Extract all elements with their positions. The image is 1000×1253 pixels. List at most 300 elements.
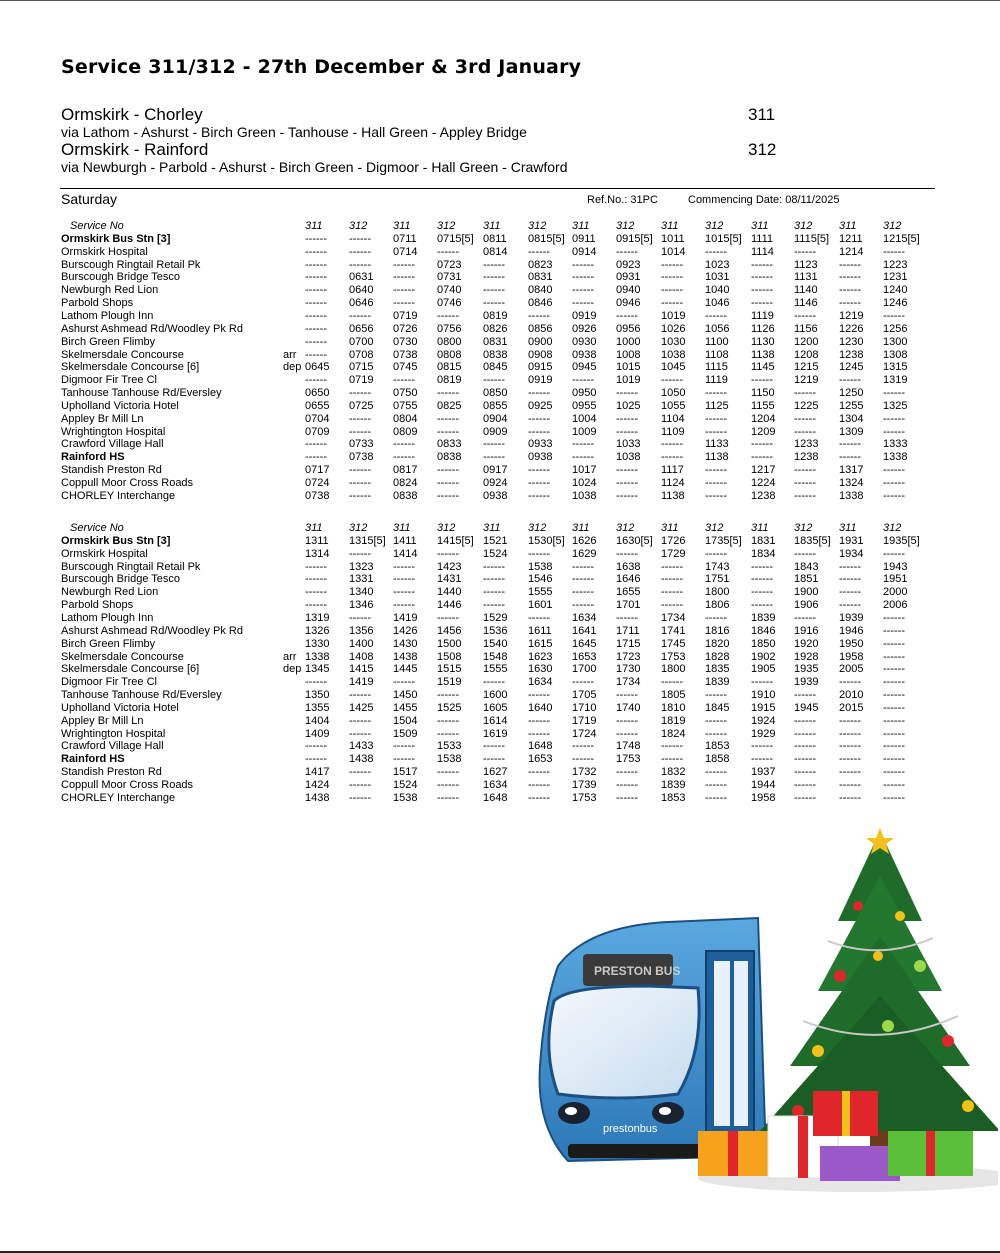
departure-time-cell: ------	[751, 297, 773, 309]
departure-time-cell: ------	[305, 573, 327, 585]
departure-time-cell: 1115[5]	[794, 233, 830, 245]
service-number-cell: 312	[794, 522, 813, 534]
departure-time-cell: 1839	[751, 612, 776, 624]
departure-time-cell: 1902	[751, 651, 776, 663]
departure-time-cell: 1411	[393, 535, 417, 547]
departure-time-cell: ------	[393, 297, 415, 309]
departure-time-cell: ------	[705, 246, 727, 258]
departure-time-cell: 1645	[572, 638, 597, 650]
departure-time-cell: 1433	[349, 740, 374, 752]
departure-time-cell: 0745	[393, 361, 418, 373]
departure-time-cell: ------	[839, 728, 861, 740]
departure-time-cell: 0930	[572, 336, 597, 348]
departure-time-cell: ------	[839, 792, 861, 804]
departure-time-cell: ------	[883, 477, 905, 489]
departure-time-cell: ------	[305, 284, 327, 296]
departure-time-cell: ------	[349, 259, 371, 271]
departure-time-cell: 1308	[883, 349, 908, 361]
departure-time-cell: ------	[572, 451, 594, 463]
departure-time-cell: 0838	[393, 490, 418, 502]
departure-time-cell: ------	[616, 612, 638, 624]
departure-time-cell: ------	[839, 573, 861, 585]
departure-time-cell: 1045	[661, 361, 686, 373]
departure-time-cell: ------	[883, 548, 905, 560]
departure-time-cell: ------	[305, 233, 327, 245]
departure-time-cell: 1017	[572, 464, 597, 476]
departure-time-cell: ------	[437, 387, 459, 399]
service-number-cell: 312	[528, 522, 547, 534]
departure-time-cell: ------	[349, 413, 371, 425]
departure-time-cell: 0811	[483, 233, 507, 245]
departure-time-cell: ------	[794, 413, 816, 425]
departure-time-cell: 1615	[528, 638, 553, 650]
departure-time-cell: 1204	[751, 413, 776, 425]
departure-time-cell: 0650	[305, 387, 330, 399]
departure-time-cell: 1319	[883, 374, 908, 386]
departure-time-cell: ------	[349, 246, 371, 258]
departure-time-cell: 0850	[483, 387, 508, 399]
departure-time-cell: ------	[751, 561, 773, 573]
departure-time-cell: ------	[483, 561, 505, 573]
service-number-cell: 312	[349, 220, 368, 232]
departure-time-cell: 0726	[393, 323, 418, 335]
departure-time-cell: 1951	[883, 573, 908, 585]
departure-time-cell: 0717	[305, 464, 330, 476]
timetable-row	[0, 599, 1000, 612]
departure-time-cell: 1508	[437, 651, 462, 663]
service-number-cell: 311	[751, 522, 769, 534]
departure-time-cell: 1806	[705, 599, 730, 611]
departure-time-cell: 1040	[705, 284, 730, 296]
departure-time-cell: 0738	[393, 349, 418, 361]
timetable-row	[0, 490, 1000, 503]
departure-time-cell: ------	[661, 271, 683, 283]
departure-time-cell: ------	[839, 374, 861, 386]
timetable-row	[0, 535, 1000, 548]
departure-time-cell: 1900	[794, 586, 819, 598]
departure-time-cell: ------	[437, 413, 459, 425]
departure-time-cell: 1935	[794, 663, 819, 675]
departure-time-cell: 0956	[616, 323, 641, 335]
departure-time-cell: 1424	[305, 779, 330, 791]
departure-time-cell: ------	[751, 271, 773, 283]
departure-time-cell: ------	[794, 490, 816, 502]
departure-time-cell: 0808	[437, 349, 462, 361]
stop-name: Wrightington Hospital	[61, 426, 166, 438]
service-number-cell: 312	[528, 220, 547, 232]
departure-time-cell: ------	[839, 271, 861, 283]
departure-time-cell: 1330	[305, 638, 330, 650]
stop-name: Skelmersdale Concourse [6]	[61, 663, 200, 675]
departure-time-cell: ------	[393, 374, 415, 386]
departure-time-cell: ------	[883, 779, 905, 791]
departure-time-cell: ------	[839, 676, 861, 688]
departure-time-cell: 1409	[305, 728, 330, 740]
departure-time-cell: ------	[661, 599, 683, 611]
departure-time-cell: 1519	[437, 676, 462, 688]
departure-time-cell: 1023	[705, 259, 730, 271]
departure-time-cell: 0740	[437, 284, 462, 296]
timetable-row	[0, 246, 1000, 259]
departure-time-cell: ------	[437, 477, 459, 489]
departure-time-cell: ------	[305, 451, 327, 463]
departure-time-cell: 1548	[483, 651, 508, 663]
departure-time-cell: ------	[883, 676, 905, 688]
departure-time-cell: 1015	[616, 361, 641, 373]
departure-time-cell: ------	[794, 740, 816, 752]
departure-time-cell: ------	[305, 586, 327, 598]
timetable-row	[0, 374, 1000, 387]
departure-time-cell: ------	[483, 259, 505, 271]
departure-time-cell: 1753	[616, 753, 641, 765]
departure-time-cell: ------	[839, 259, 861, 271]
departure-time-cell: ------	[705, 548, 727, 560]
departure-time-cell: 1800	[705, 586, 730, 598]
departure-time-cell: 1138	[751, 349, 775, 361]
stop-name: CHORLEY Interchange	[61, 792, 176, 804]
departure-time-cell: 1014	[661, 246, 686, 258]
timetable-row	[0, 297, 1000, 310]
departure-time-cell: 0733	[349, 438, 374, 450]
departure-time-cell: 1026	[661, 323, 686, 335]
departure-time-cell: ------	[751, 586, 773, 598]
departure-time-cell: 1500	[437, 638, 462, 650]
departure-time-cell: 1509	[393, 728, 418, 740]
departure-time-cell: 1446	[437, 599, 462, 611]
departure-time-cell: 0911	[572, 233, 596, 245]
departure-time-cell: ------	[883, 413, 905, 425]
service-number-cell: 311	[483, 522, 501, 534]
departure-time-cell: 1740	[616, 702, 641, 714]
departure-time-cell: 1223	[883, 259, 908, 271]
departure-time-cell: 1934	[839, 548, 864, 560]
timetable-row	[0, 753, 1000, 766]
departure-time-cell: ------	[437, 766, 459, 778]
departure-time-cell: ------	[349, 387, 371, 399]
service-number-cell: 311	[393, 522, 411, 534]
departure-time-cell: 1538	[437, 753, 462, 765]
departure-time-cell: 1319	[305, 612, 330, 624]
departure-time-cell: ------	[616, 779, 638, 791]
departure-time-cell: ------	[349, 426, 371, 438]
timetable-row	[0, 400, 1000, 413]
departure-time-cell: 1605	[483, 702, 508, 714]
departure-time-cell: 1655	[616, 586, 641, 598]
departure-time-cell: 1831	[751, 535, 776, 547]
departure-time-cell: 1851	[794, 573, 819, 585]
departure-time-cell: 1130	[751, 336, 775, 348]
departure-time-cell: 1939	[839, 612, 864, 624]
departure-time-cell: 1025	[616, 400, 641, 412]
service-number-cell: 311	[839, 522, 857, 534]
departure-time-cell: 1929	[751, 728, 776, 740]
bus-logo-text: prestonbus	[603, 1123, 658, 1135]
departure-time-cell: 1958	[751, 792, 776, 804]
departure-time-cell: 1333	[883, 438, 908, 450]
departure-time-cell: 1123	[794, 259, 818, 271]
departure-time-cell: 0640	[349, 284, 374, 296]
departure-time-cell: 1008	[616, 349, 641, 361]
departure-time-cell: ------	[528, 612, 550, 624]
departure-time-cell: ------	[839, 715, 861, 727]
departure-time-cell: 1937	[751, 766, 776, 778]
departure-time-cell: ------	[483, 438, 505, 450]
departure-time-cell: ------	[305, 310, 327, 322]
service-no-label: Service No	[70, 522, 124, 534]
departure-time-cell: 0817	[393, 464, 418, 476]
departure-time-cell: 1245	[839, 361, 864, 373]
departure-time-cell: ------	[705, 715, 727, 727]
service-number-cell: 311	[839, 220, 857, 232]
departure-time-cell: 1356	[349, 625, 374, 637]
departure-time-cell: ------	[437, 548, 459, 560]
departure-time-cell: 0700	[349, 336, 374, 348]
departure-time-cell: ------	[305, 297, 327, 309]
departure-time-cell: 1425	[349, 702, 374, 714]
service-number-cell: 312	[705, 220, 724, 232]
departure-time-cell: ------	[528, 689, 550, 701]
departure-time-cell: ------	[883, 387, 905, 399]
stop-name: Ormskirk Bus Stn [3]	[61, 535, 171, 547]
departure-time-cell: 1715	[616, 638, 641, 650]
service-number-cell: 311	[572, 522, 590, 534]
departure-time-cell: 0840	[528, 284, 553, 296]
departure-time-cell: ------	[794, 766, 816, 778]
departure-time-cell: 1355	[305, 702, 330, 714]
departure-time-cell: 0924	[483, 477, 508, 489]
departure-time-cell: ------	[839, 451, 861, 463]
timetable-row	[0, 271, 1000, 284]
service-number-cell: 311	[305, 220, 323, 232]
departure-time-cell: 0815	[437, 361, 462, 373]
stop-name: CHORLEY Interchange	[61, 490, 176, 502]
stop-name: Burscough Ringtail Retail Pk	[61, 561, 201, 573]
departure-time-cell: ------	[661, 586, 683, 598]
departure-time-cell: 1824	[661, 728, 686, 740]
departure-time-cell: ------	[393, 451, 415, 463]
arr-dep-marker: dep	[283, 361, 302, 373]
departure-time-cell: 1131	[794, 271, 818, 283]
departure-time-cell: ------	[794, 753, 816, 765]
departure-time-cell: 1753	[572, 792, 597, 804]
timetable-row	[0, 310, 1000, 323]
departure-time-cell: 2006	[883, 599, 908, 611]
departure-time-cell: ------	[883, 663, 905, 675]
departure-time-cell: 1423	[437, 561, 462, 573]
departure-time-cell: ------	[483, 740, 505, 752]
service-number-cell: 312	[705, 522, 724, 534]
departure-time-cell: 1145	[751, 361, 775, 373]
departure-time-cell: ------	[839, 766, 861, 778]
departure-time-cell: 1820	[705, 638, 730, 650]
departure-time-cell: ------	[483, 451, 505, 463]
departure-time-cell: 1030	[661, 336, 686, 348]
departure-time-cell: ------	[572, 284, 594, 296]
departure-time-cell: ------	[661, 451, 683, 463]
departure-time-cell: 1540	[483, 638, 508, 650]
departure-time-cell: 1046	[705, 297, 730, 309]
stop-name: Newburgh Red Lion	[61, 586, 159, 598]
departure-time-cell: ------	[705, 728, 727, 740]
departure-time-cell: ------	[393, 599, 415, 611]
service-number-cell: 312	[794, 220, 813, 232]
departure-time-cell: 0809	[393, 426, 418, 438]
departure-time-cell: 1445	[393, 663, 418, 675]
departure-time-cell: 1819	[661, 715, 686, 727]
departure-time-cell: 1626	[572, 535, 597, 547]
departure-time-cell: ------	[705, 413, 727, 425]
departure-time-cell: 1114	[751, 246, 774, 258]
service-number-cell: 312	[883, 220, 902, 232]
departure-time-cell: 1408	[349, 651, 374, 663]
departure-time-cell: ------	[572, 573, 594, 585]
departure-time-cell: ------	[661, 438, 683, 450]
departure-time-cell: 1255	[839, 400, 864, 412]
departure-time-cell: ------	[705, 766, 727, 778]
departure-time-cell: ------	[883, 651, 905, 663]
departure-time-cell: 1723	[616, 651, 641, 663]
departure-time-cell: ------	[794, 689, 816, 701]
departure-time-cell: 1538	[393, 792, 418, 804]
departure-time-cell: 1055	[661, 400, 686, 412]
departure-time-cell: ------	[572, 297, 594, 309]
departure-time-cell: 1646	[616, 573, 641, 585]
departure-time-cell: 1835[5]	[794, 535, 831, 547]
departure-time-cell: 1109	[661, 426, 685, 438]
arr-dep-marker: dep	[283, 663, 302, 675]
departure-time-cell: 1931	[839, 535, 864, 547]
departure-time-cell: 0919	[528, 374, 553, 386]
departure-time-cell: 0755	[393, 400, 418, 412]
departure-time-cell: 1004	[572, 413, 597, 425]
departure-time-cell: ------	[572, 374, 594, 386]
departure-time-cell: 1600	[483, 689, 508, 701]
departure-time-cell: 1230	[839, 336, 864, 348]
departure-time-cell: 0946	[616, 297, 641, 309]
departure-time-cell: 0731	[437, 271, 462, 283]
departure-time-cell: 1108	[705, 349, 729, 361]
departure-time-cell: ------	[794, 779, 816, 791]
departure-time-cell: 0719	[349, 374, 374, 386]
stop-name: Wrightington Hospital	[61, 728, 166, 740]
departure-time-cell: 0714	[393, 246, 418, 258]
departure-time-cell: ------	[437, 728, 459, 740]
departure-time-cell: 1438	[349, 753, 374, 765]
stop-name: Lathom Plough Inn	[61, 310, 154, 322]
departure-time-cell: 1734	[661, 612, 686, 624]
departure-time-cell: 1521	[483, 535, 508, 547]
service-number-cell: 312	[616, 220, 635, 232]
departure-time-cell: 1928	[794, 651, 819, 663]
departure-time-cell: 1630	[528, 663, 553, 675]
departure-time-cell: ------	[483, 271, 505, 283]
service-number-cell: 311	[572, 220, 590, 232]
departure-time-cell: 1455	[393, 702, 418, 714]
departure-time-cell: 0950	[572, 387, 597, 399]
stop-name: Tanhouse Tanhouse Rd/Eversley	[61, 387, 222, 399]
departure-time-cell: 1238	[839, 349, 864, 361]
departure-time-cell: ------	[705, 689, 727, 701]
departure-time-cell: ------	[705, 612, 727, 624]
departure-time-cell: ------	[528, 246, 550, 258]
service-number-cell: 312	[349, 522, 368, 534]
departure-time-cell: ------	[305, 438, 327, 450]
stop-name: Skelmersdale Concourse	[61, 651, 184, 663]
stop-name: Ashurst Ashmead Rd/Woodley Pk Rd	[61, 625, 243, 637]
departure-time-cell: ------	[349, 612, 371, 624]
departure-time-cell: 1011	[661, 233, 685, 245]
stop-name: Ormskirk Hospital	[61, 246, 148, 258]
stop-name: Ormskirk Hospital	[61, 548, 148, 560]
departure-time-cell: ------	[572, 271, 594, 283]
departure-time-cell: 0730	[393, 336, 418, 348]
departure-time-cell: 0908	[528, 349, 553, 361]
departure-time-cell: 1555	[528, 586, 553, 598]
timetable-row	[0, 792, 1000, 805]
departure-time-cell: ------	[751, 753, 773, 765]
departure-time-cell: ------	[661, 753, 683, 765]
timetable-row	[0, 573, 1000, 586]
departure-time-cell: 1939	[794, 676, 819, 688]
route-via-312: via Newburgh - Parbold - Ashurst - Birch Green - Digmoor - Hall Green - Crawford	[61, 159, 568, 175]
departure-time-cell: 0825	[437, 400, 462, 412]
departure-time-cell: 1338	[305, 651, 330, 663]
page-title: Service 311/312 - 27th December & 3rd January	[61, 56, 582, 78]
departure-time-cell: ------	[751, 573, 773, 585]
commencing-date: Commencing Date: 08/11/2025	[688, 194, 840, 206]
departure-time-cell: 1653	[572, 651, 597, 663]
route-name-311: Ormskirk - Chorley	[61, 105, 203, 124]
departure-time-cell: 1611	[528, 625, 552, 637]
departure-time-cell: 0915	[528, 361, 553, 373]
departure-time-cell: 1430	[393, 638, 418, 650]
departure-time-cell: 1124	[661, 477, 685, 489]
departure-time-cell: 0824	[393, 477, 418, 489]
departure-time-cell: 1743	[705, 561, 730, 573]
departure-time-cell: 1629	[572, 548, 597, 560]
departure-time-cell: 0719	[393, 310, 418, 322]
departure-time-cell: ------	[705, 490, 727, 502]
service-no-label: Service No	[70, 220, 124, 232]
departure-time-cell: ------	[393, 561, 415, 573]
reference-number: Ref.No.: 31PC	[587, 194, 658, 206]
stop-name: Newburgh Red Lion	[61, 284, 159, 296]
departure-time-cell: 0738	[349, 451, 374, 463]
departure-time-cell: ------	[794, 464, 816, 476]
departure-time-cell: 1309	[839, 426, 864, 438]
departure-time-cell: 1208	[794, 349, 819, 361]
timetable-row	[0, 638, 1000, 651]
departure-time-cell: 1315	[883, 361, 908, 373]
departure-time-cell: 1533	[437, 740, 462, 752]
timetable-row	[0, 336, 1000, 349]
departure-time-cell: 1853	[705, 740, 730, 752]
departure-time-cell: 1324	[839, 477, 864, 489]
departure-time-cell: 1546	[528, 573, 553, 585]
departure-time-cell: ------	[751, 284, 773, 296]
departure-time-cell: ------	[437, 464, 459, 476]
departure-time-cell: ------	[661, 297, 683, 309]
departure-time-cell: 2005	[839, 663, 864, 675]
stop-name: Burscough Ringtail Retail Pk	[61, 259, 201, 271]
departure-time-cell: ------	[883, 464, 905, 476]
departure-time-cell: 1246	[883, 297, 908, 309]
departure-time-cell: 0909	[483, 426, 508, 438]
departure-time-cell: 0931	[616, 271, 641, 283]
departure-time-cell: 0656	[349, 323, 374, 335]
departure-time-cell: 1634	[528, 676, 553, 688]
timetable-row	[0, 676, 1000, 689]
